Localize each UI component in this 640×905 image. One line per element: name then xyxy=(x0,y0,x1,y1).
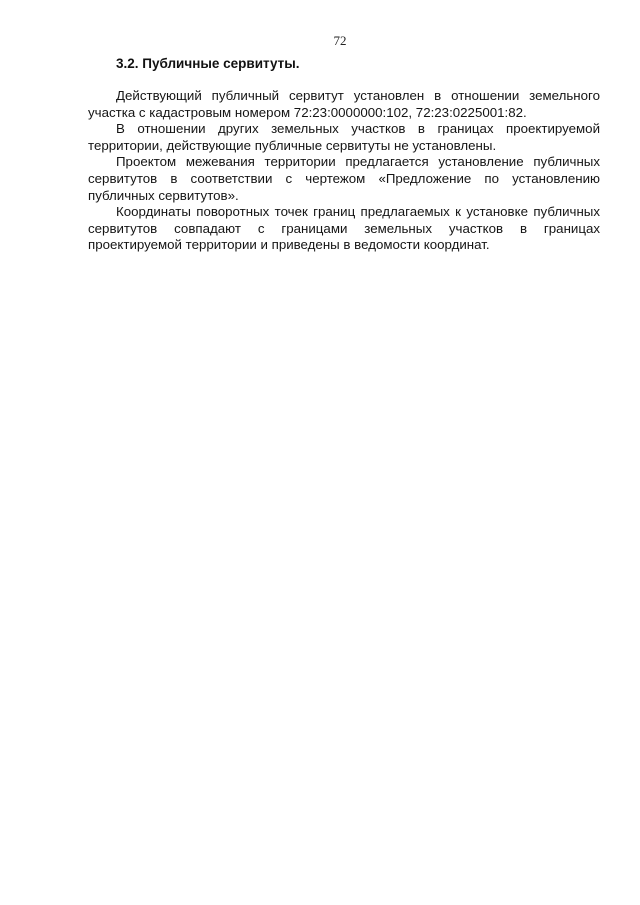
paragraph-proposal: Проектом межевания территории предлагается установление публичных сервитутов в соответствии с чертежом «Предложение по установлению публичных сервитутов». xyxy=(88,154,600,203)
section-body xyxy=(88,88,600,254)
paragraph-existing-servitude: Действующий публичный сервитут установлен в отношении земельного участка с кадастровым номером 72:23:0000000:102, 72:23:0225001:82. xyxy=(88,88,600,120)
paragraph-other-plots: В отношении других земельных участков в границах проектируемой территории, действующие публичные сервитуты не установлены. xyxy=(88,121,600,153)
paragraph-coordinates: Координаты поворотных точек границ предлагаемых к установке публичных сервитутов совпадают с границами земельных участков в границах проектируемой территории и приведены в ведомости координат. xyxy=(88,204,600,253)
page-number: 72 xyxy=(333,33,347,48)
section-title: 3.2. Публичные сервитуты. xyxy=(116,56,300,71)
